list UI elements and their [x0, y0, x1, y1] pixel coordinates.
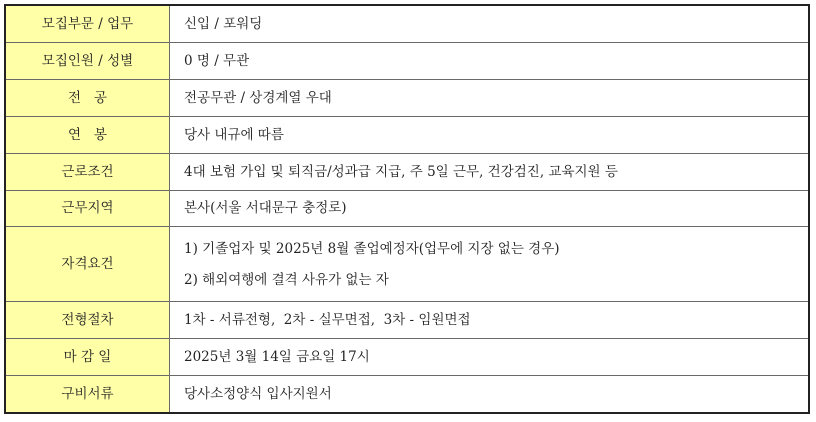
- qualification-line: 1) 기졸업자 및 2025년 8월 졸업예정자(업무에 지장 없는 경우): [184, 240, 560, 257]
- table-row: [6, 6, 808, 43]
- row-value-documents: 당사소정양식 입사지원서: [170, 375, 809, 412]
- row-label-department: 모집부문 / 업무: [6, 6, 170, 43]
- row-value-department: 신입 / 포워딩: [170, 6, 809, 43]
- table-row: [6, 338, 808, 375]
- row-value-qualifications: [170, 227, 809, 302]
- table-row: [6, 302, 808, 339]
- row-value-process: 1차 - 서류전형, 2차 - 실무면접, 3차 - 임원면접: [170, 302, 809, 339]
- row-value-deadline: 2025년 3월 14일 금요일 17시: [170, 338, 809, 375]
- row-label-process: 전형절차: [6, 302, 170, 339]
- recruitment-info-table: [6, 6, 808, 412]
- row-label-headcount: 모집인원 / 성별: [6, 43, 170, 80]
- row-label-conditions: 근로조건: [6, 153, 170, 190]
- table-row: [6, 227, 808, 302]
- row-label-location: 근무지역: [6, 190, 170, 227]
- row-label-deadline: 마 감 일: [6, 338, 170, 375]
- table-row: [6, 116, 808, 153]
- table-row: [6, 190, 808, 227]
- table-row: [6, 43, 808, 80]
- table-row: [6, 80, 808, 117]
- row-label-documents: 구비서류: [6, 375, 170, 412]
- row-value-headcount: 0 명 / 무관: [170, 43, 809, 80]
- recruitment-table-frame: [4, 4, 810, 414]
- row-label-major: 전 공: [6, 80, 170, 117]
- row-value-major: 전공무관 / 상경계열 우대: [170, 80, 809, 117]
- qualification-line: 2) 해외여행에 결격 사유가 없는 자: [184, 271, 389, 288]
- row-label-qualifications: 자격요건: [6, 227, 170, 302]
- table-row: [6, 375, 808, 412]
- row-value-location: 본사(서울 서대문구 충정로): [170, 190, 809, 227]
- row-label-salary: 연 봉: [6, 116, 170, 153]
- table-row: [6, 153, 808, 190]
- row-value-conditions: 4대 보험 가입 및 퇴직금/성과급 지급, 주 5일 근무, 건강검진, 교육지원 등: [170, 153, 809, 190]
- row-value-salary: 당사 내규에 따름: [170, 116, 809, 153]
